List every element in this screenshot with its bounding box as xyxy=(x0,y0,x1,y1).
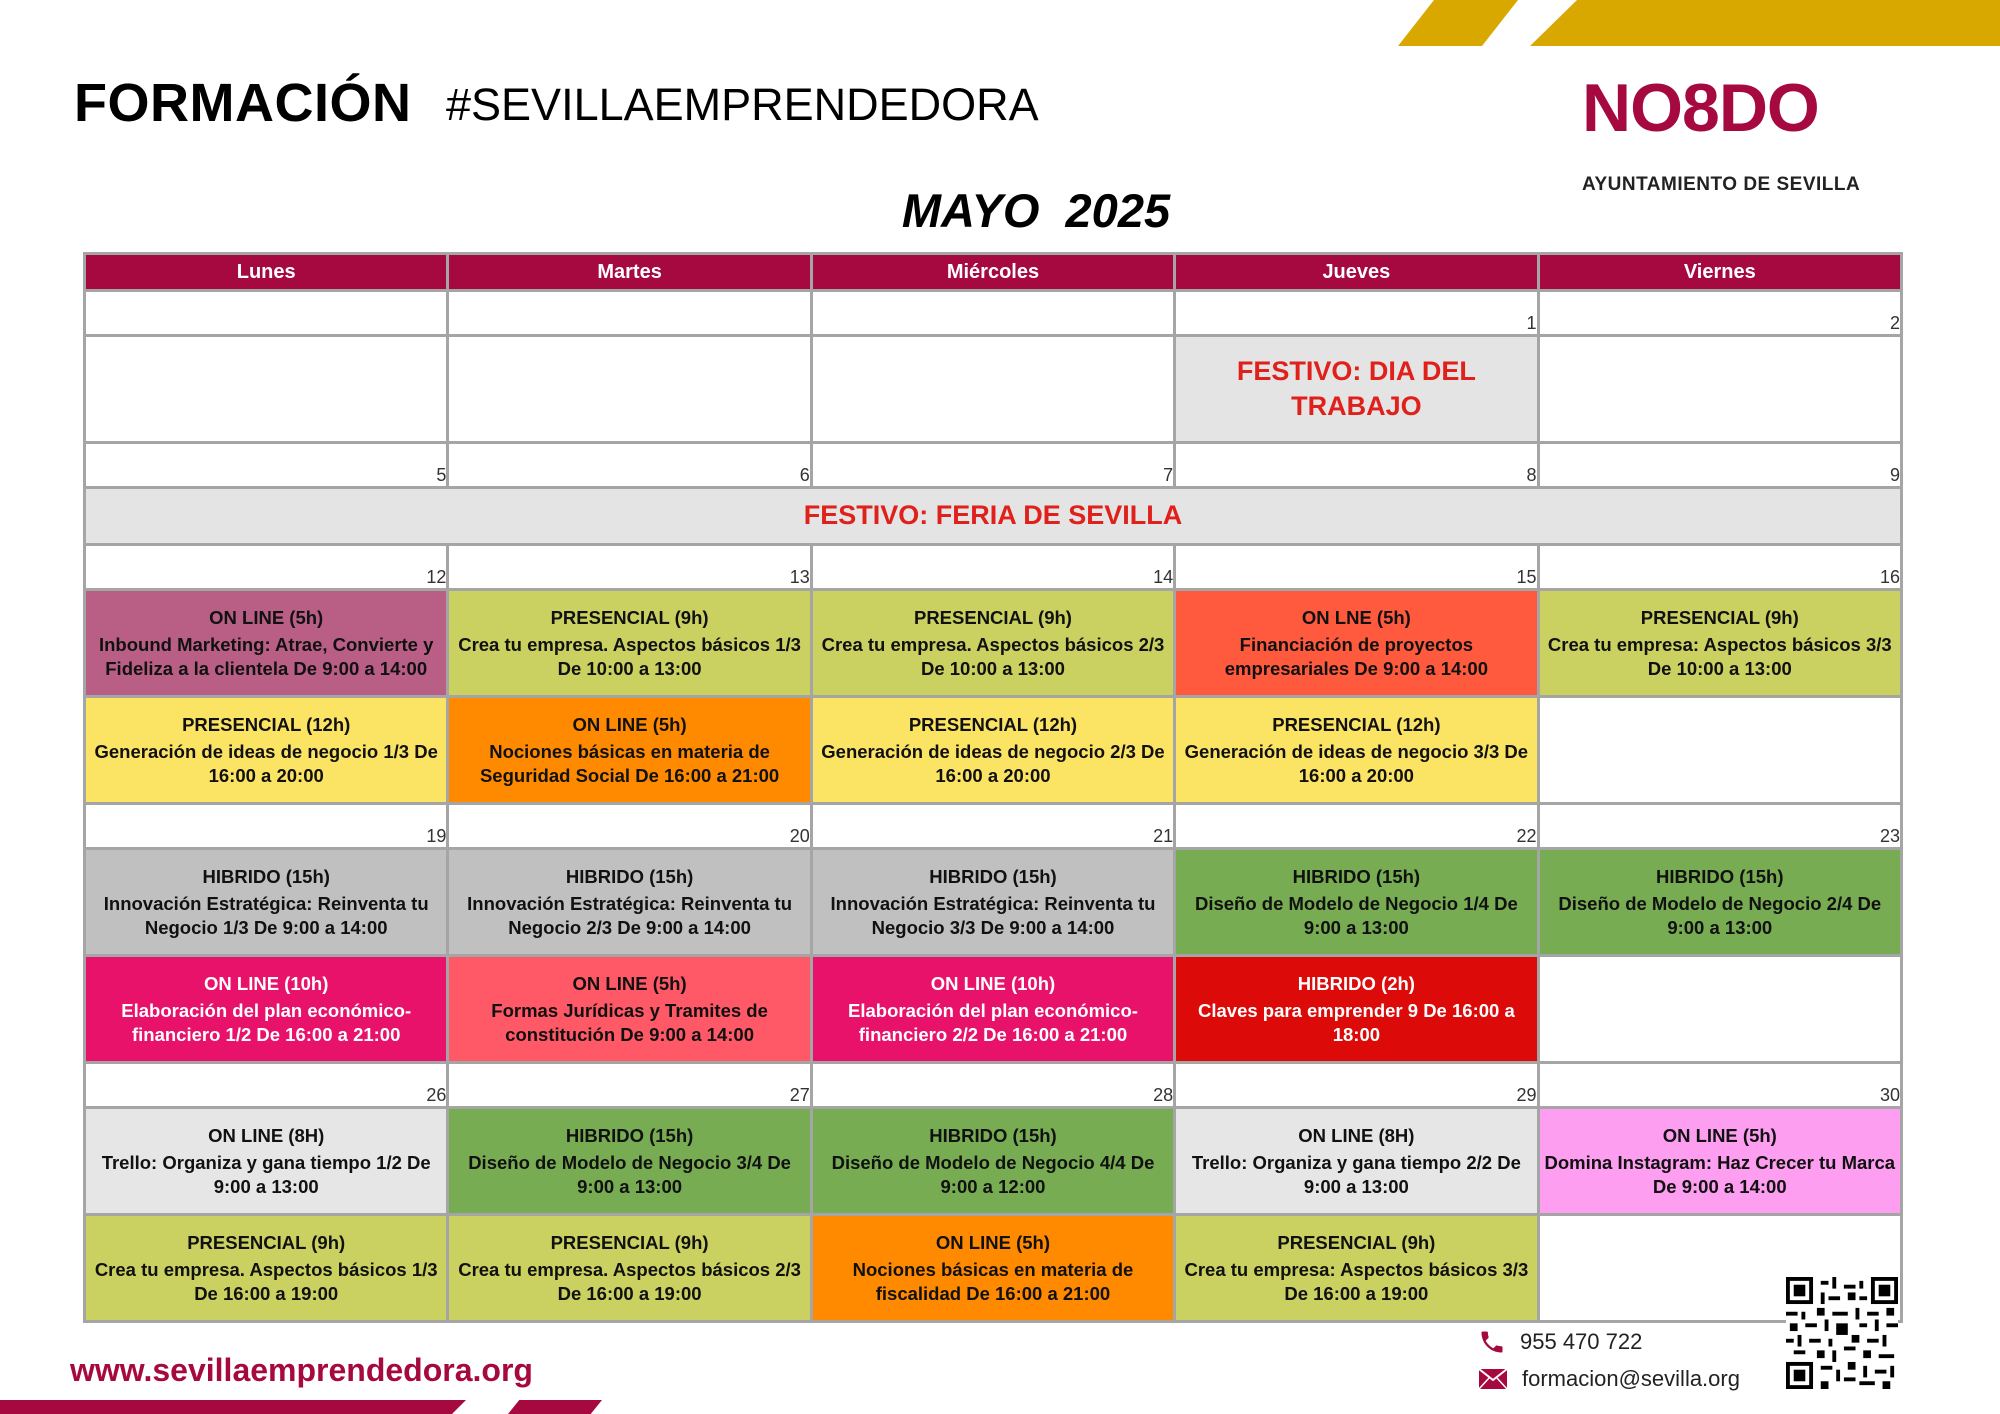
empty-cell xyxy=(1538,336,1901,443)
course-description: Financiación de proyectos empresariales De 9:00 a 14:00 xyxy=(1224,634,1489,679)
mail-icon xyxy=(1478,1368,1508,1390)
date-cell: 5 xyxy=(85,443,448,488)
course-modality: ON LINE (10h) xyxy=(930,973,1056,995)
course-modality: PRESENCIAL (9h) xyxy=(1277,1232,1436,1254)
course-modality: PRESENCIAL (12h) xyxy=(182,714,351,736)
empty-cell xyxy=(1538,956,1901,1063)
logo-text: NO8DO xyxy=(1582,70,1819,146)
weekday-header: Lunes xyxy=(85,254,448,291)
course-cell xyxy=(811,697,1174,804)
date-row xyxy=(85,1063,1902,1108)
footer-bar-left xyxy=(0,1400,466,1414)
course-cell xyxy=(1538,1108,1901,1215)
course-description: Domina Instagram: Haz Crecer tu Marca De 9:00 a 14:00 xyxy=(1544,1152,1896,1197)
course-cell xyxy=(448,1215,811,1322)
course-cell xyxy=(1538,849,1901,956)
course-description: Generación de ideas de negocio 1/3 De 16:00 a 20:00 xyxy=(94,741,438,786)
course-description: Crea tu empresa. Aspectos básicos 1/3 De 10:00 a 13:00 xyxy=(458,634,801,679)
course-cell xyxy=(1175,1215,1538,1322)
event-row xyxy=(85,697,1902,804)
course-description: Crea tu empresa. Aspectos básicos 2/3 De 10:00 a 13:00 xyxy=(821,634,1165,679)
date-cell: 2 xyxy=(1538,291,1901,336)
course-cell xyxy=(85,849,448,956)
course-cell xyxy=(1175,956,1538,1063)
footer-bar-right xyxy=(508,1400,602,1414)
course-description: Diseño de Modelo de Negocio 4/4 De 9:00 a 12:00 xyxy=(831,1152,1155,1197)
date-cell: 6 xyxy=(448,443,811,488)
empty-cell xyxy=(448,336,811,443)
no8do-logo xyxy=(1574,62,1861,202)
course-description: Nociones básicas en materia de Seguridad Social De 16:00 a 21:00 xyxy=(479,741,780,786)
course-modality: ON LINE (10h) xyxy=(204,973,329,995)
course-cell xyxy=(448,1108,811,1215)
course-modality: HIBRIDO (15h) xyxy=(565,1125,694,1147)
date-cell: 7 xyxy=(811,443,1174,488)
course-cell xyxy=(85,590,448,697)
course-cell xyxy=(811,1215,1174,1322)
course-cell xyxy=(811,590,1174,697)
date-cell: 12 xyxy=(85,545,448,590)
date-cell: 8 xyxy=(1175,443,1538,488)
date-cell: 9 xyxy=(1538,443,1901,488)
date-row xyxy=(85,804,1902,849)
course-description: Crea tu empresa: Aspectos básicos 3/3 De 10:00 a 13:00 xyxy=(1547,634,1892,679)
course-description: Crea tu empresa. Aspectos básicos 1/3 De 16:00 a 19:00 xyxy=(94,1259,438,1304)
course-cell xyxy=(448,849,811,956)
course-cell xyxy=(448,956,811,1063)
page-title: FORMACIÓN xyxy=(74,73,412,133)
course-modality: ON LINE (5h) xyxy=(1662,1125,1777,1147)
course-modality: HIBRIDO (15h) xyxy=(929,1125,1057,1147)
date-cell: 30 xyxy=(1538,1063,1901,1108)
course-description: Diseño de Modelo de Negocio 1/4 De 9:00 a 13:00 xyxy=(1194,893,1518,938)
month-title: MAYO 2025 xyxy=(901,184,1171,237)
course-cell xyxy=(85,697,448,804)
empty-cell xyxy=(1538,697,1901,804)
date-cell: 1 xyxy=(1175,291,1538,336)
course-description: Generación de ideas de negocio 3/3 De 16:00 a 20:00 xyxy=(1184,741,1529,786)
event-row xyxy=(85,849,1902,956)
course-modality: PRESENCIAL (9h) xyxy=(550,1232,709,1254)
date-cell: 23 xyxy=(1538,804,1901,849)
date-cell: 21 xyxy=(811,804,1174,849)
date-cell: 13 xyxy=(448,545,811,590)
date-row xyxy=(85,291,1902,336)
course-modality: HIBRIDO (2h) xyxy=(1297,973,1415,995)
event-row xyxy=(85,590,1902,697)
email-contact xyxy=(1478,1366,1740,1392)
date-cell: 15 xyxy=(1175,545,1538,590)
weekday-header: Martes xyxy=(448,254,811,291)
calendar-grid xyxy=(83,252,1903,1323)
course-modality: HIBRIDO (15h) xyxy=(929,866,1057,888)
event-row xyxy=(85,336,1902,443)
course-cell xyxy=(85,1108,448,1215)
course-modality: PRESENCIAL (9h) xyxy=(187,1232,346,1254)
phone-icon xyxy=(1478,1328,1506,1356)
course-cell xyxy=(85,1215,448,1322)
event-row xyxy=(85,956,1902,1063)
date-cell: 27 xyxy=(448,1063,811,1108)
course-description: Innovación Estratégica: Reinventa tu Negocio 1/3 De 9:00 a 14:00 xyxy=(103,893,429,938)
course-modality: ON LINE (5h) xyxy=(209,607,324,629)
event-row xyxy=(85,1108,1902,1215)
date-row xyxy=(85,545,1902,590)
date-cell: 16 xyxy=(1538,545,1901,590)
course-modality: PRESENCIAL (9h) xyxy=(1640,607,1799,629)
course-description: Diseño de Modelo de Negocio 3/4 De 9:00 a 13:00 xyxy=(468,1152,791,1197)
course-modality: ON LINE (5h) xyxy=(572,973,687,995)
course-modality: PRESENCIAL (9h) xyxy=(550,607,709,629)
course-description: Inbound Marketing: Atrae, Convierte y Fideliza a la clientela De 9:00 a 14:00 xyxy=(98,634,434,679)
qr-code[interactable] xyxy=(1786,1277,1898,1389)
date-row xyxy=(85,443,1902,488)
date-cell: 20 xyxy=(448,804,811,849)
date-cell xyxy=(811,291,1174,336)
course-description: Diseño de Modelo de Negocio 2/4 De 9:00 a 13:00 xyxy=(1558,893,1882,938)
date-cell: 28 xyxy=(811,1063,1174,1108)
course-modality: HIBRIDO (15h) xyxy=(565,866,694,888)
weekday-header: Viernes xyxy=(1538,254,1901,291)
weekday-header: Miércoles xyxy=(811,254,1174,291)
course-description: Crea tu empresa. Aspectos básicos 2/3 De 16:00 a 19:00 xyxy=(458,1259,801,1304)
course-description: Trello: Organiza y gana tiempo 2/2 De 9:00 a 13:00 xyxy=(1191,1152,1521,1197)
website-link[interactable]: www.sevillaemprendedora.org xyxy=(70,1352,533,1388)
course-description: Crea tu empresa: Aspectos básicos 3/3 De 16:00 a 19:00 xyxy=(1184,1259,1529,1304)
course-cell xyxy=(811,956,1174,1063)
event-row xyxy=(85,1215,1902,1322)
course-modality: HIBRIDO (15h) xyxy=(1656,866,1784,888)
course-modality: ON LINE (5h) xyxy=(935,1232,1051,1254)
course-cell xyxy=(85,956,448,1063)
course-description: Innovación Estratégica: Reinventa tu Negocio 3/3 De 9:00 a 14:00 xyxy=(830,893,1156,938)
hashtag: #SEVILLAEMPRENDEDORA xyxy=(446,79,1039,130)
course-cell xyxy=(811,849,1174,956)
course-modality: ON LINE (8H) xyxy=(208,1125,325,1147)
holiday-row xyxy=(85,488,1902,545)
course-modality: HIBRIDO (15h) xyxy=(1292,866,1421,888)
course-modality: ON LINE (5h) xyxy=(572,714,687,736)
logo-subtitle: AYUNTAMIENTO DE SEVILLA xyxy=(1582,174,1861,195)
date-cell: 14 xyxy=(811,545,1174,590)
course-description: Nociones básicas en materia de fiscalidad De 16:00 a 21:00 xyxy=(852,1259,1134,1304)
course-cell xyxy=(448,697,811,804)
date-cell: 29 xyxy=(1175,1063,1538,1108)
top-stripe-left xyxy=(1398,0,1518,46)
course-modality: ON LINE (8H) xyxy=(1298,1125,1415,1147)
phone-contact xyxy=(1478,1328,1642,1356)
course-modality: HIBRIDO (15h) xyxy=(202,866,330,888)
course-description: Elaboración del plan económico-financiero 2/2 De 16:00 a 21:00 xyxy=(848,1000,1138,1045)
weekday-header-row xyxy=(85,254,1902,291)
date-cell xyxy=(85,291,448,336)
course-cell xyxy=(1538,590,1901,697)
empty-cell xyxy=(811,336,1174,443)
course-cell xyxy=(1175,849,1538,956)
top-stripe-right xyxy=(1530,0,2000,46)
empty-cell xyxy=(85,336,448,443)
email-address[interactable]: formacion@sevilla.org xyxy=(1522,1366,1740,1391)
date-cell: 26 xyxy=(85,1063,448,1108)
course-description: Trello: Organiza y gana tiempo 1/2 De 9:00 a 13:00 xyxy=(101,1152,431,1197)
course-cell xyxy=(1175,590,1538,697)
course-cell xyxy=(1175,1108,1538,1215)
holiday-cell: FESTIVO: FERIA DE SEVILLA xyxy=(85,488,1902,545)
phone-number[interactable]: 955 470 722 xyxy=(1520,1329,1643,1354)
date-cell: 19 xyxy=(85,804,448,849)
course-cell xyxy=(448,590,811,697)
course-description: Formas Jurídicas y Tramites de constitución De 9:00 a 14:00 xyxy=(491,1000,768,1045)
course-cell xyxy=(811,1108,1174,1215)
course-description: Generación de ideas de negocio 2/3 De 16:00 a 20:00 xyxy=(821,741,1165,786)
course-modality: ON LNE (5h) xyxy=(1301,607,1411,629)
weekday-header: Jueves xyxy=(1175,254,1538,291)
holiday-cell: FESTIVO: DIA DEL TRABAJO xyxy=(1175,336,1538,443)
course-description: Innovación Estratégica: Reinventa tu Negocio 2/3 De 9:00 a 14:00 xyxy=(467,893,793,938)
course-modality: PRESENCIAL (12h) xyxy=(908,714,1078,736)
course-description: Elaboración del plan económico-financiero 1/2 De 16:00 a 21:00 xyxy=(121,1000,412,1045)
course-modality: PRESENCIAL (9h) xyxy=(913,607,1072,629)
course-description: Claves para emprender 9 De 16:00 a 18:00 xyxy=(1198,1000,1515,1045)
date-cell xyxy=(448,291,811,336)
course-cell xyxy=(1175,697,1538,804)
course-modality: PRESENCIAL (12h) xyxy=(1272,714,1441,736)
date-cell: 22 xyxy=(1175,804,1538,849)
